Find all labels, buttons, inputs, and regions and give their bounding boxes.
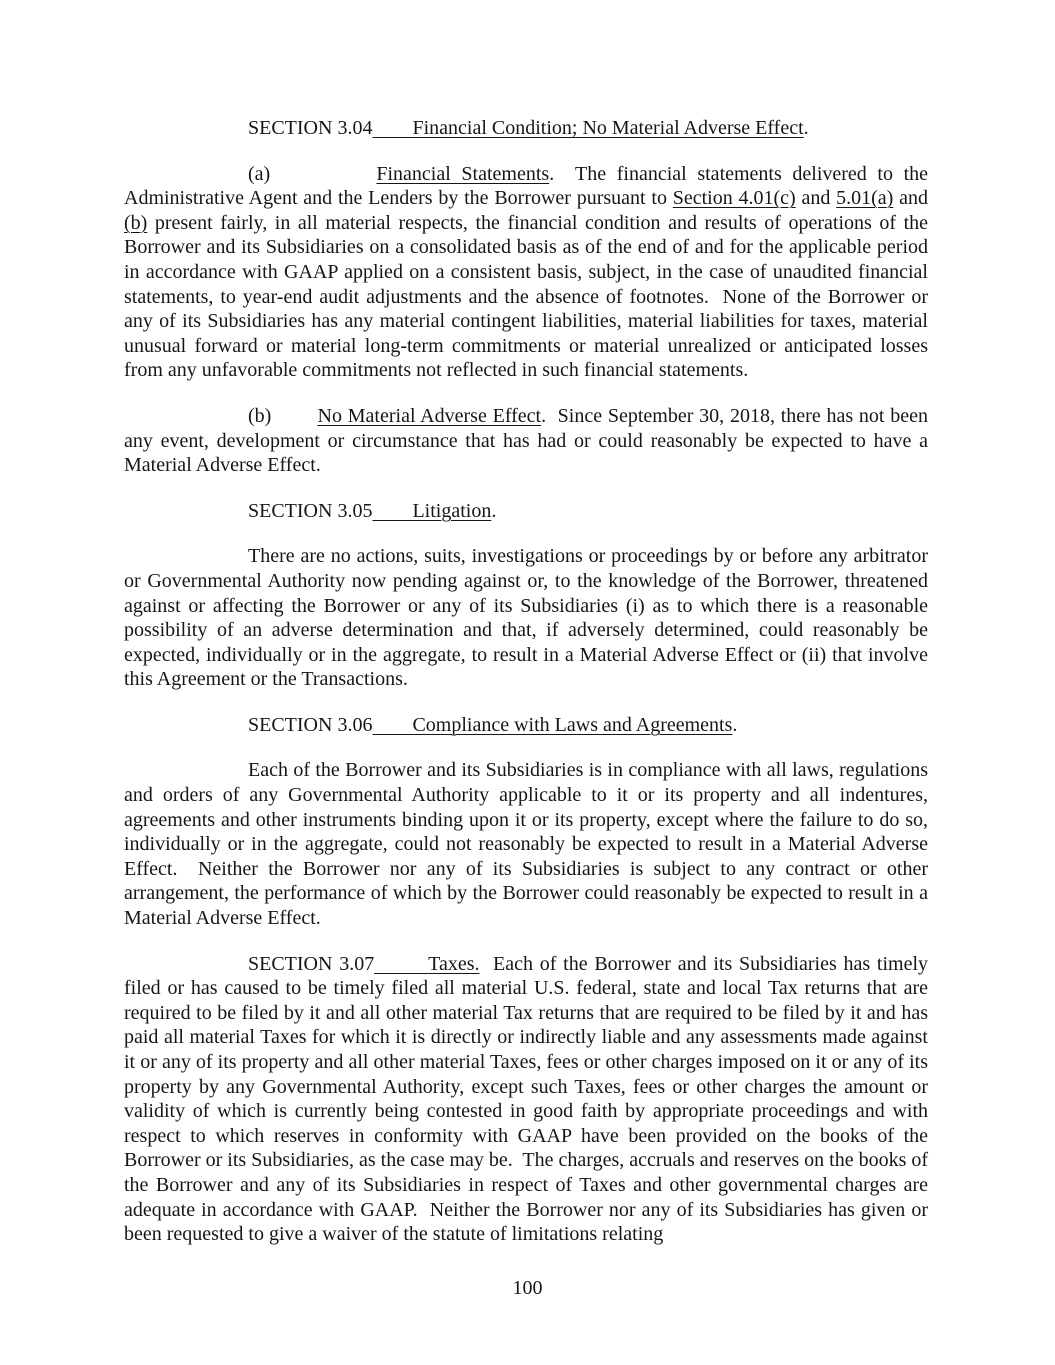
section-3-06-title: Compliance with Laws and Agreements xyxy=(412,713,733,736)
para-a-financial-statements xyxy=(124,162,928,383)
tab-space xyxy=(270,163,376,185)
text-run: present fairly, in all material respects, the financial condition and results of operations of the Borrower and its Subsidiaries on a consolidated basis as of the end of and for the applicable period in accordance with GAAP applied on a consistent basis, subject, in the case of unaudited financial statements, to year-end audit adjustments and the absence of footnotes. None of the Borrower or any of its Subsidiaries has any material contingent liabilities, material liabilities for taxes, material unusual forward or material long-term commitments or material unrealized or anticipated losses from any unfavorable commitments not reflected in such financial statements. xyxy=(124,211,928,382)
clause-a-title: Financial Statements xyxy=(376,162,550,185)
text-run: and xyxy=(893,187,928,210)
text-run: . xyxy=(803,117,809,139)
text-run: . The financial statements delivered to the Administrative Agent and the Lenders by the Borrower pursuant to xyxy=(124,162,929,210)
tab-space xyxy=(271,405,317,427)
text-run: . Since September 30, 2018, there has not been any event, development or circumstance that has had or could reasonably be expected to have a Material Adverse Effect. xyxy=(124,404,928,477)
section-3-07-title: Taxes. xyxy=(428,952,480,975)
text-run: SECTION 3.05 xyxy=(248,499,373,522)
para-compliance xyxy=(124,758,928,930)
ref-section-5-01-b: (b) xyxy=(124,211,148,234)
text-run: . xyxy=(732,713,738,736)
clause-label-b: (b) xyxy=(248,404,272,427)
ref-section-5-01-a: 5.01(a) xyxy=(836,187,894,210)
clause-label-a: (a) xyxy=(248,162,271,185)
text-run: There are no actions, suits, investigations or proceedings by or before any arbitrator or Governmental Authority now pending against or, to the knowledge of the Borrower, threatened against or affecting the Borrower or any of its Subsidiaries (i) as to which there is a reasonable possibility of an adverse determination and that, if adversely determined, could reasonably be expected, individually or in the aggregate, to result in a Material Adverse Effect or (ii) that involve this Agreement or the Transactions. xyxy=(124,545,928,691)
heading-tab-underline xyxy=(372,714,412,736)
section-3-06-heading xyxy=(124,713,928,738)
text-run: SECTION 3.04 xyxy=(248,117,373,139)
section-3-04-heading xyxy=(124,116,928,141)
text-run: Each of the Borrower and its Subsidiaries has timely filed or has caused to be timely filed all material U.S. federal, state and local Tax returns that are required to be filed by it and all other material Tax returns that are required to be filed by it and has paid all material Taxes for which it is directly or indirectly liable and any assessments made against it or any of its property and all other material Taxes, fees or other charges imposed on it or any of its property by any Governmental Authority, except such Taxes, fees or other charges the amount or validity of which is currently being contested in good faith by appropriate proceedings and with respect to which reserves in conformity with GAAP have been provided on the books of the Borrower or its Subsidiaries, as the case may be. The charges, accruals and reserves on the books of the Borrower and any of its Subsidiaries in respect of Taxes and other governmental charges are adequate in accordance with GAAP. Neither the Borrower nor any of its Subsidiaries has given or been requested to give a waiver of the statute of limitations relating xyxy=(124,952,929,1246)
para-b-no-material-adverse-effect xyxy=(124,404,928,478)
text-run: . xyxy=(491,499,497,522)
para-section-3-07-taxes xyxy=(124,952,928,1247)
section-3-04-title: Financial Condition; No Material Adverse Effect xyxy=(412,117,804,139)
heading-tab-underline xyxy=(374,953,428,975)
ref-section-4-01-c: Section 4.01(c) xyxy=(672,187,796,210)
section-3-05-title: Litigation xyxy=(412,499,492,522)
text-run: Each of the Borrower and its Subsidiaries is in compliance with all laws, regulations and orders of any Governmental Authority applicable to it or its property and all indentures, agreements and other instruments binding upon it or its property, except where the failure to do so, individually or in the aggregate, could not reasonably be expected to result in a Material Adverse Effect. Neither the Borrower nor any of its Subsidiaries is subject to any contract or other arrangement, the performance of which by the Borrower could reasonably be expected to result in a Material Adverse Effect. xyxy=(124,759,928,930)
text-run: SECTION 3.06 xyxy=(248,713,373,736)
clause-b-title: No Material Adverse Effect xyxy=(317,404,542,427)
text-run: and xyxy=(795,187,837,210)
section-3-07-label: SECTION 3.07 xyxy=(248,952,375,975)
page-number: 100 xyxy=(512,1277,543,1299)
heading-tab-underline xyxy=(372,500,412,522)
heading-tab-underline xyxy=(372,117,412,139)
section-3-05-heading xyxy=(124,499,928,524)
document-paragraphs xyxy=(124,116,928,1268)
para-litigation xyxy=(124,544,928,692)
